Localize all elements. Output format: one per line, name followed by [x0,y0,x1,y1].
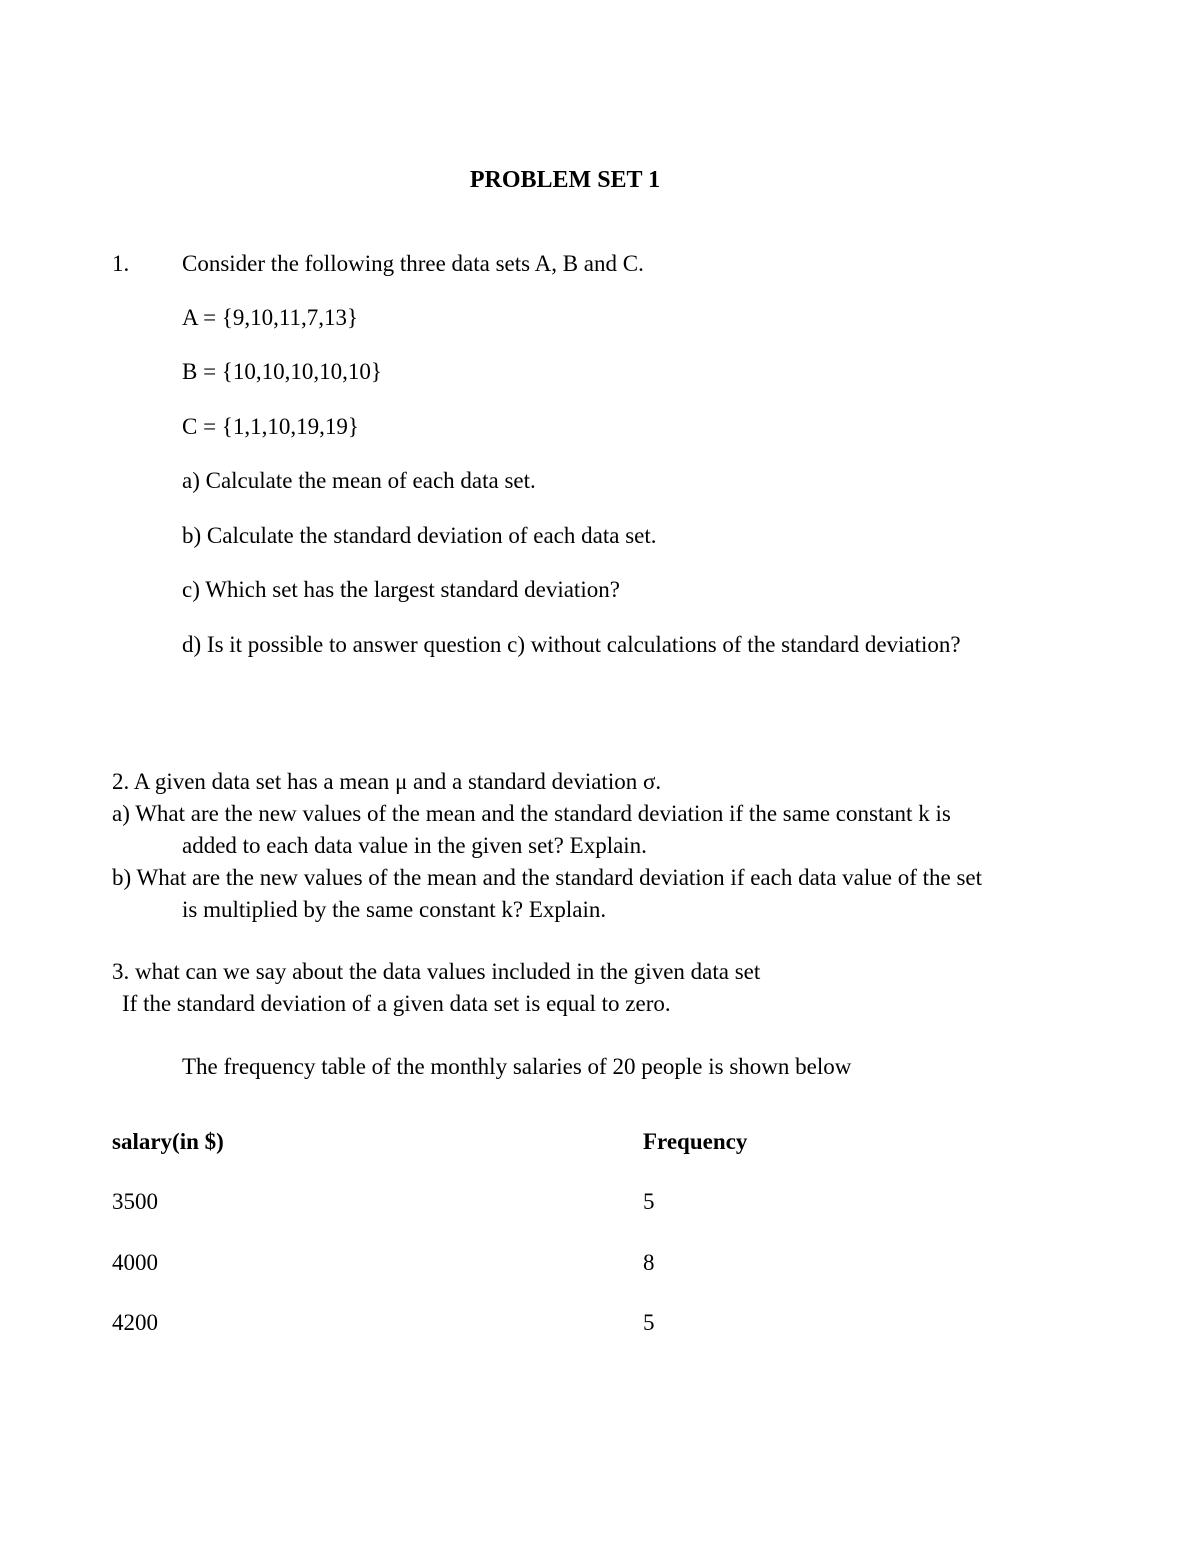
q2-part-a-line1: a) What are the new values of the mean and the standard deviation if the same constant k is [112,801,951,826]
q1-set-c: C = {1,1,10,19,19} [182,414,359,439]
q2-intro: 2. A given data set has a mean μ and a standard deviation σ. [112,769,662,794]
table-cell-salary: 4000 [112,1250,158,1275]
table-cell-frequency: 8 [643,1250,655,1275]
table-intro: The frequency table of the monthly salaries of 20 people is shown below [182,1054,852,1079]
q2-part-b-line2: is multiplied by the same constant k? Explain. [182,897,607,922]
table-cell-salary: 4200 [112,1310,158,1335]
q1-part-b: b) Calculate the standard deviation of each data set. [182,523,657,548]
q1-set-b: B = {10,10,10,10,10} [182,359,382,384]
page-title: PROBLEM SET 1 [469,167,661,193]
q1-part-d: d) Is it possible to answer question c) without calculations of the standard deviation? [182,632,961,657]
q1-number: 1. [112,251,130,276]
q1-part-a: a) Calculate the mean of each data set. [182,468,536,493]
table-cell-salary: 3500 [112,1189,158,1214]
q1-set-a: A = {9,10,11,7,13} [182,305,359,330]
q3-line2: If the standard deviation of a given data set is equal to zero. [122,991,671,1016]
q3-line1: 3. what can we say about the data values included in the given data set [112,959,761,984]
q1-part-c: c) Which set has the largest standard deviation? [182,577,620,602]
q2-part-a-line2: added to each data value in the given set? Explain. [182,833,647,858]
table-cell-frequency: 5 [643,1189,655,1214]
q1-intro: Consider the following three data sets A, B and C. [182,251,644,276]
q2-part-b-line1: b) What are the new values of the mean and the standard deviation if each data value of the set [112,865,983,890]
table-header-frequency: Frequency [643,1129,748,1154]
table-header-salary: salary(in $) [112,1129,224,1154]
table-cell-frequency: 5 [643,1310,655,1335]
